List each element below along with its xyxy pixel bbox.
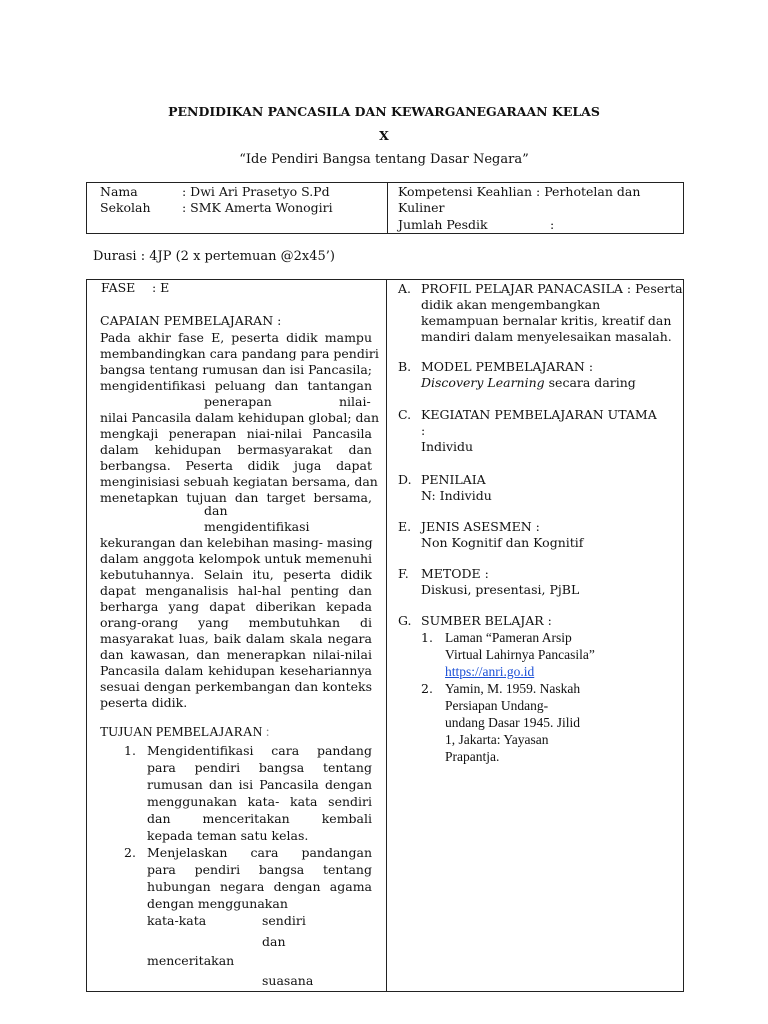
asesmen-value: Non Kognitif dan Kognitif xyxy=(421,535,584,550)
tujuan-line: menggunakan kata- kata sendiri xyxy=(147,794,372,809)
tujuan-line: menceritakan xyxy=(147,953,235,968)
tujuan-line: rumusan dan isi Pancasila dengan xyxy=(147,777,372,792)
sumber-heading: SUMBER BELAJAR : xyxy=(421,613,552,628)
section-d-label: D. xyxy=(398,472,412,487)
capaian-heading: CAPAIAN PEMBELAJARAN : xyxy=(100,313,282,328)
durasi: Durasi : 4JP (2 x pertemuan @2x45’) xyxy=(93,249,335,264)
tujuan-heading-text: TUJUAN PEMBELAJARAN xyxy=(100,724,263,739)
tujuan-line: sendiri xyxy=(262,913,306,928)
section-e-label: E. xyxy=(398,519,412,534)
capaian-line: berbangsa. Peserta didik juga dapat xyxy=(100,458,372,473)
section-f-label: F. xyxy=(398,566,409,581)
tujuan-line: kata-kata xyxy=(147,913,207,928)
section-g-label: G. xyxy=(398,613,412,628)
sumber-item-line: Prapantja. xyxy=(445,749,500,764)
section-a-line: didik akan mengembangkan xyxy=(421,297,601,312)
main-divider xyxy=(386,280,387,991)
tujuan-line: Menjelaskan cara pandangan xyxy=(147,845,372,860)
capaian-line: sesuai dengan perkembangan dan konteks xyxy=(100,679,372,694)
anri-link[interactable]: https://anri.go.id xyxy=(445,664,535,679)
sumber-item-line: 1, Jakarta: Yayasan xyxy=(445,732,549,747)
sumber-link-wrap xyxy=(445,663,534,680)
capaian-line: Pancasila dalam kehidupan kesehariannya xyxy=(100,663,372,678)
nama-value: : Dwi Ari Prasetyo S.Pd xyxy=(182,184,330,199)
identity-divider xyxy=(387,183,388,233)
sekolah-label: Sekolah xyxy=(100,200,151,215)
kompetensi-line1: Kompetensi Keahlian : Perhotelan dan xyxy=(398,184,641,199)
nama-label: Nama xyxy=(100,184,138,199)
tujuan-line: suasana xyxy=(262,973,314,988)
model-value xyxy=(421,375,636,391)
section-a-line: kemampuan bernalar kritis, kreatif dan xyxy=(421,313,672,328)
capaian-line: Pada akhir fase E, peserta didik mampu xyxy=(100,330,372,345)
sumber-item-line: Persiapan Undang- xyxy=(445,698,549,713)
tujuan-line: Mengidentifikasi cara pandang xyxy=(147,743,372,758)
section-a-line: mandiri dalam menyelesaikan masalah. xyxy=(421,329,672,344)
capaian-line: dalam anggota kelompok untuk memenuhi xyxy=(100,551,372,566)
tujuan-line: dan xyxy=(262,934,286,949)
kegiatan-value: Individu xyxy=(421,439,474,454)
capaian-line: orang-orang yang membutuhkan di xyxy=(100,615,372,630)
capaian-line: menginisiasi sebuah kegiatan bersama, dan xyxy=(100,474,378,489)
document-title: PENDIDIKAN PANCASILA DAN KEWARGANEGARAAN KELAS xyxy=(168,104,600,119)
fase-value: : E xyxy=(152,280,170,295)
sumber-item-line: Virtual Lahirnya Pancasila” xyxy=(445,647,595,662)
sumber-item-line: Yamin, M. 1959. Naskah xyxy=(445,681,581,696)
tujuan-heading xyxy=(100,723,270,740)
capaian-line: mengidentifikasi peluang dan tantangan xyxy=(100,378,372,393)
model-heading: MODEL PEMBELAJARAN : xyxy=(421,359,594,374)
capaian-line: bangsa tentang rumusan dan isi Pancasila; xyxy=(100,362,372,377)
kegiatan-heading: KEGIATAN PEMBELAJARAN UTAMA xyxy=(421,407,657,422)
penilaian-heading: PENILAIA xyxy=(421,472,486,487)
tujuan-item-number: 2. xyxy=(124,845,136,860)
capaian-line: nilai Pancasila dalam kehidupan global; dan xyxy=(100,410,380,425)
tujuan-line: hubungan negara dengan agama xyxy=(147,879,372,894)
fase-label: FASE xyxy=(101,280,136,295)
metode-value: Diskusi, presentasi, PjBL xyxy=(421,582,580,597)
metode-heading: METODE : xyxy=(421,566,489,581)
capaian-line: mengkaji penerapan niai-nilai Pancasila xyxy=(100,426,372,441)
penilaian-value: N: Individu xyxy=(421,488,492,503)
model-rest: secara daring xyxy=(544,375,636,390)
section-c-label: C. xyxy=(398,407,412,422)
tujuan-item-number: 1. xyxy=(124,743,136,758)
capaian-line: peserta didik. xyxy=(100,695,188,710)
tujuan-heading-colon: : xyxy=(265,724,270,739)
jumlah-value: : xyxy=(550,217,555,232)
tujuan-line: kepada teman satu kelas. xyxy=(147,828,309,843)
tujuan-line: para pendiri bangsa tentang xyxy=(147,862,372,877)
capaian-line: mengidentifikasi xyxy=(204,519,310,534)
capaian-line: menetapkan tujuan dan target bersama, xyxy=(100,490,372,505)
capaian-line: berharga yang dapat diberikan kepada xyxy=(100,599,372,614)
class-label: X xyxy=(379,128,389,143)
capaian-line: kekurangan dan kelebihan masing- masing xyxy=(100,535,373,550)
capaian-line: penerapan xyxy=(204,394,272,409)
capaian-line: dan xyxy=(204,503,228,518)
capaian-line: membandingkan cara pandang para pendiri xyxy=(100,346,379,361)
sumber-item-line: undang Dasar 1945. Jilid xyxy=(445,715,580,730)
lesson-subtitle: “Ide Pendiri Bangsa tentang Dasar Negara” xyxy=(239,152,529,167)
jumlah-label: Jumlah Pesdik xyxy=(398,217,488,232)
capaian-line: masyarakat luas, baik dalam skala negara xyxy=(100,631,372,646)
asesmen-heading: JENIS ASESMEN : xyxy=(421,519,540,534)
kegiatan-colon: : xyxy=(421,423,426,438)
tujuan-line: dan menceritakan kembali xyxy=(147,811,372,826)
sekolah-value: : SMK Amerta Wonogiri xyxy=(182,200,333,215)
capaian-line: dapat menganalisis hal-hal penting dan xyxy=(100,583,372,598)
kompetensi-line2: Kuliner xyxy=(398,200,445,215)
capaian-line: kebutuhannya. Selain itu, peserta didik xyxy=(100,567,372,582)
model-italic: Discovery Learning xyxy=(421,375,545,390)
tujuan-line: dengan menggunakan xyxy=(147,896,288,911)
section-a-line: PROFIL PELAJAR PANACASILA : Peserta xyxy=(421,281,683,296)
sumber-item-line: Laman “Pameran Arsip xyxy=(445,630,572,645)
sumber-item-number: 2. xyxy=(421,681,433,696)
tujuan-line: para pendiri bangsa tentang xyxy=(147,760,372,775)
capaian-line: dalam kehidupan bermasyarakat dan xyxy=(100,442,372,457)
sumber-item-number: 1. xyxy=(421,630,433,645)
capaian-line: dan kawasan, dan menerapkan nilai-nilai xyxy=(100,647,372,662)
section-a-label: A. xyxy=(398,281,412,296)
section-b-label: B. xyxy=(398,359,412,374)
capaian-line: nilai- xyxy=(339,394,371,409)
